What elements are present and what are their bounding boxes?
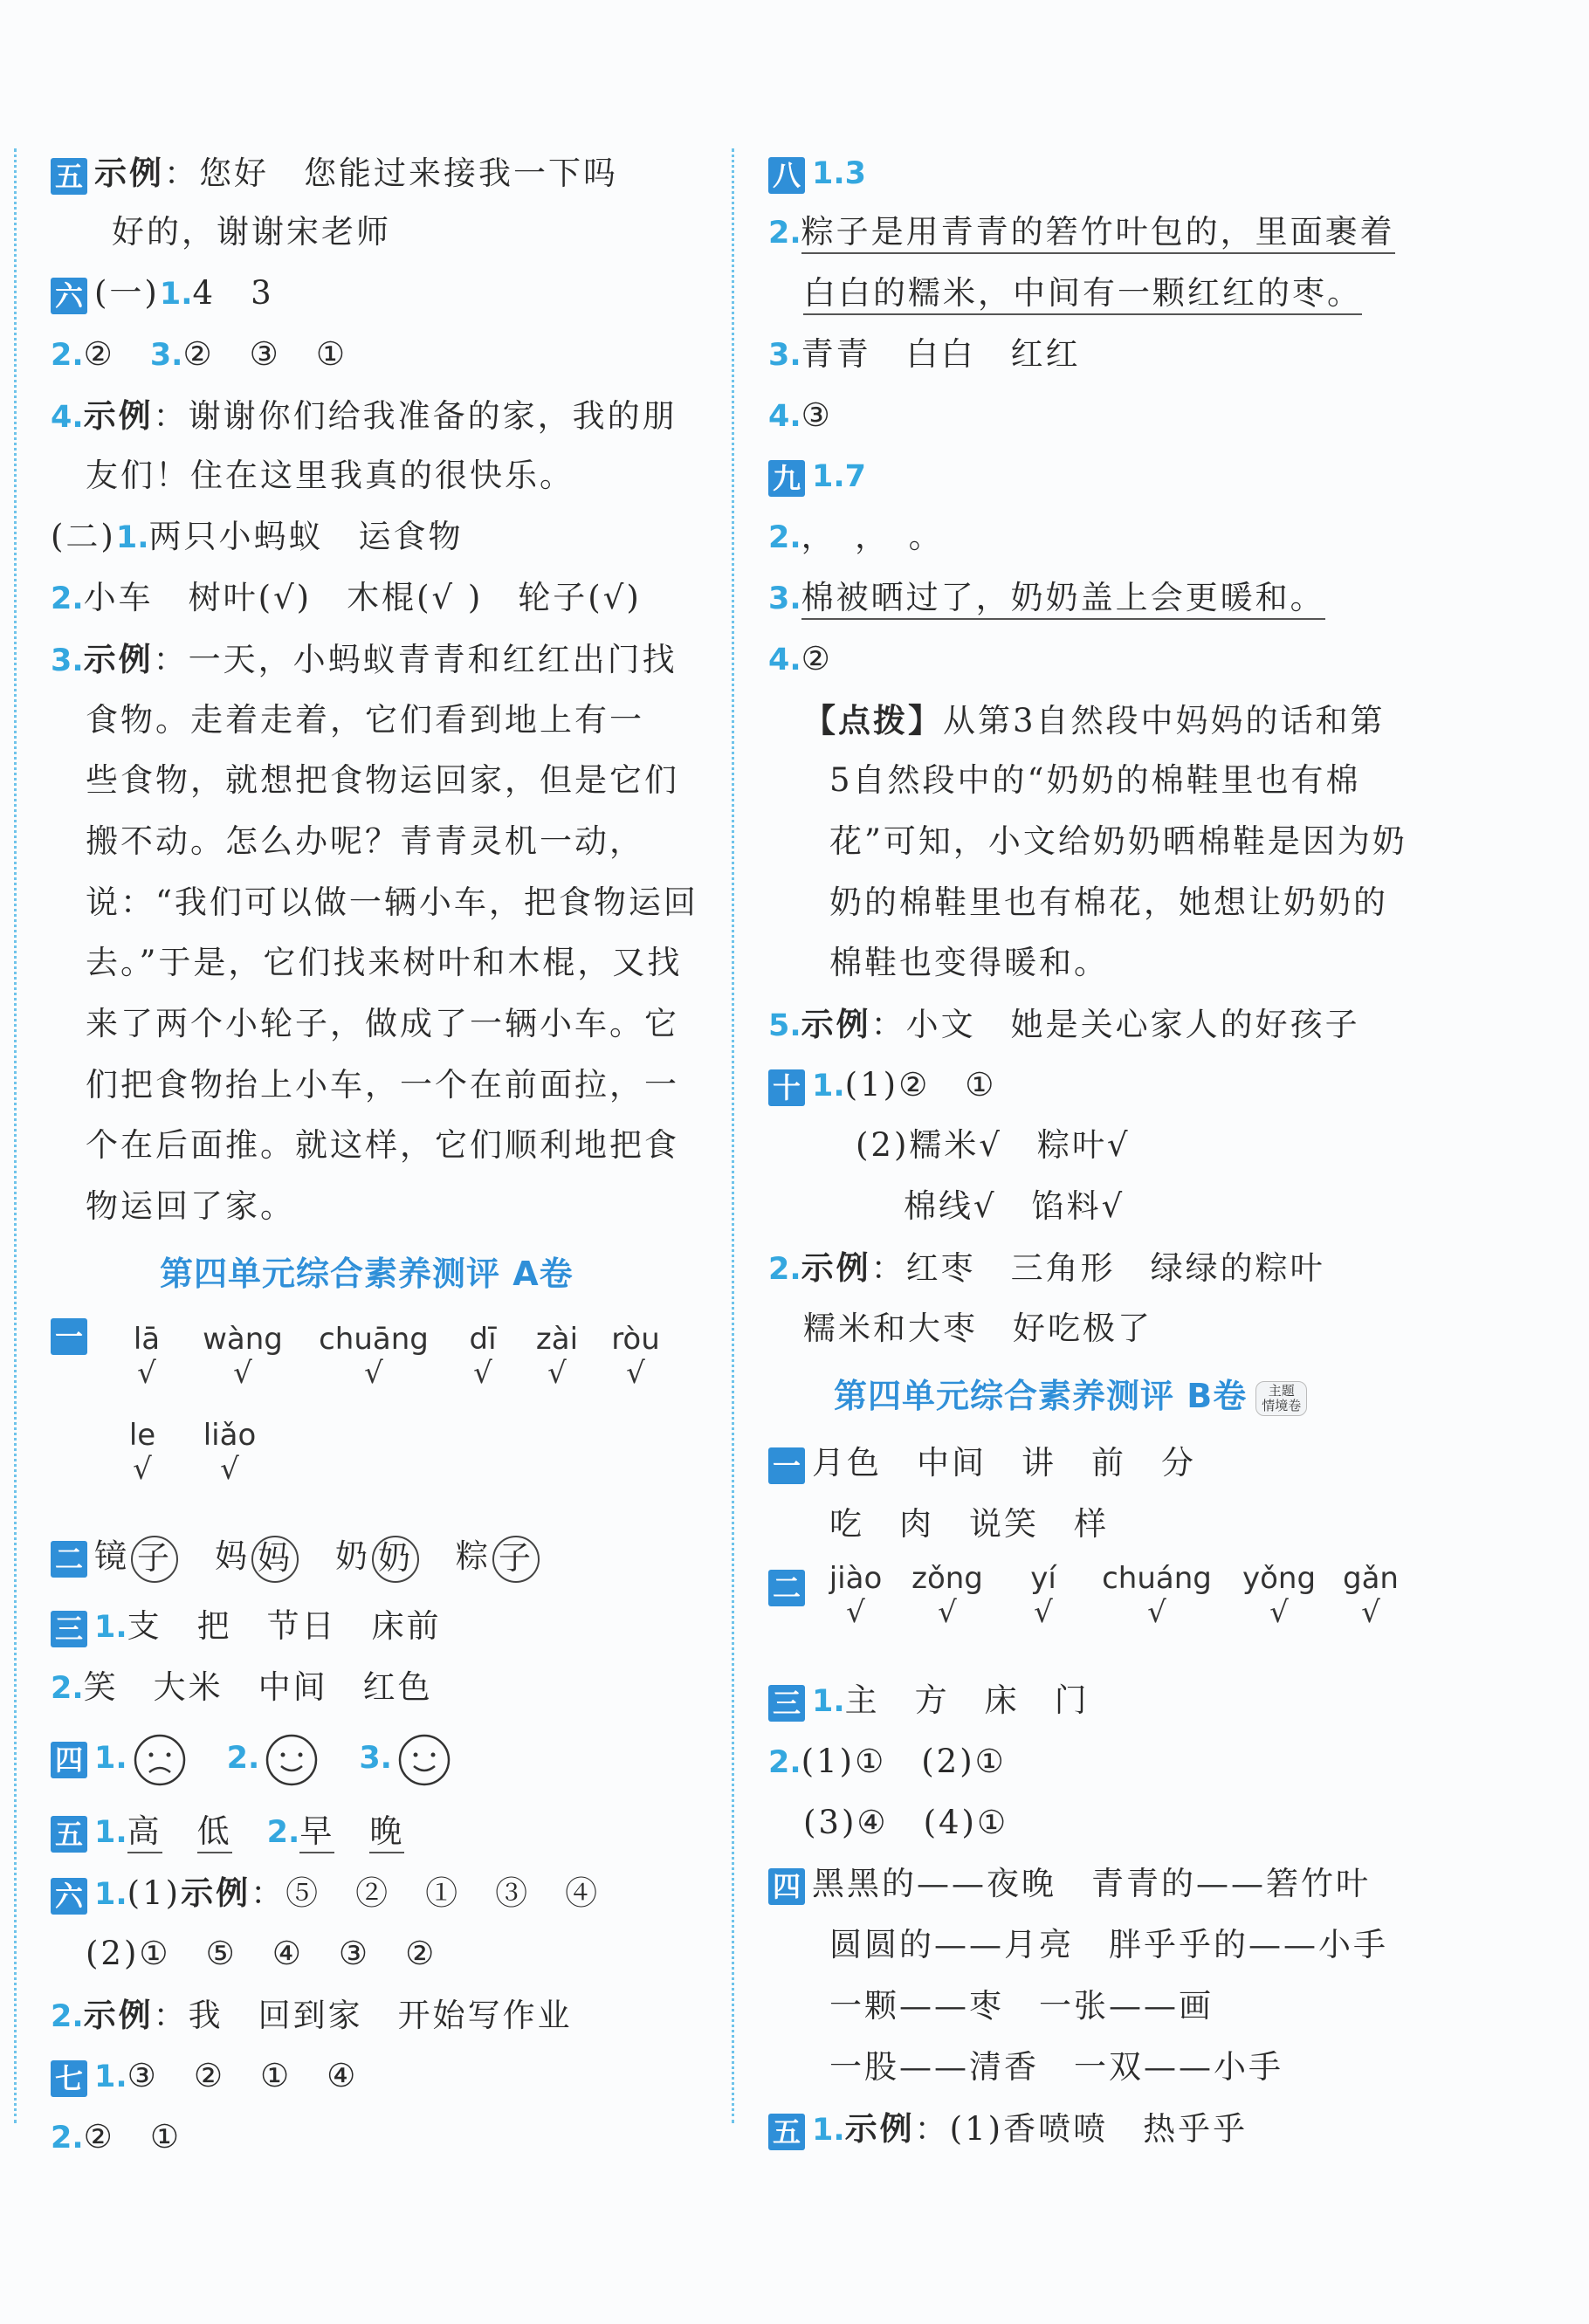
answer-line: 四 黑黑的——夜晚 青青的——箬竹叶 — [768, 1858, 1371, 1910]
section-box-four: 四 — [51, 1742, 87, 1778]
pinyin-answer: liǎo √ — [203, 1418, 257, 1487]
section-box-six: 六 — [51, 1878, 87, 1915]
answer-line: (2)① ⑤ ④ ③ ② — [86, 1935, 437, 1972]
answer-line: 二 镜 子 妈 妈 奶 奶 粽 子 — [51, 1526, 541, 1587]
paragraph-line: 搬不动。怎么办呢？青青灵机一动， — [86, 822, 644, 860]
theme-tag: 主题 情境卷 — [1255, 1381, 1307, 1416]
section-box-four: 四 — [768, 1868, 805, 1905]
section-box-five: 五 — [768, 2114, 805, 2150]
pinyin-answer: chuáng √ — [1102, 1561, 1212, 1630]
sad-face-icon — [133, 1733, 187, 1787]
pinyin-answer: le √ — [128, 1418, 156, 1487]
answer-line: 5.示例：小文 她是关心家人的好孩子 — [768, 1005, 1360, 1043]
hint-line: 棉鞋也变得暖和。 — [829, 944, 1109, 981]
answer-line: 圆圆的——月亮 胖乎乎的——小手 — [829, 1926, 1388, 1963]
smile-face-icon — [397, 1733, 451, 1787]
answer-line: 2.小车 树叶(√) 木棍(√ ) 轮子(√) — [51, 579, 642, 616]
answer-line: 七 1.③ ② ① ④ — [51, 2050, 358, 2102]
hint-line: 【点拨】从第3自然段中妈妈的话和第 — [803, 701, 1386, 739]
circled-char: 奶 — [372, 1536, 419, 1583]
answer-line: 白白的糯米，中间有一颗红红的枣。 — [803, 267, 1362, 320]
section-box-one: 一 — [51, 1318, 87, 1355]
paragraph-line: 去。”于是，它们找来树叶和木棍，又找 — [86, 944, 683, 981]
answer-line: 4.示例：谢谢你们给我准备的家，我的朋 — [51, 396, 678, 435]
section-box-nine: 九 — [768, 460, 805, 497]
answer-line: 2.示例：红枣 三角形 绿绿的粽叶 — [768, 1248, 1325, 1287]
answer-line: 友们！住在这里我真的很快乐。 — [86, 457, 574, 494]
answer-line: 2.示例：我 回到家 开始写作业 — [51, 1996, 573, 2034]
pinyin-answer: zǒng √ — [911, 1561, 983, 1630]
circled-char: 子 — [131, 1536, 178, 1583]
pinyin-answer: yǒng √ — [1242, 1561, 1317, 1630]
pinyin-answer: wàng √ — [203, 1322, 283, 1391]
paragraph-line: 说：“我们可以做一辆小车，把食物运回 — [86, 884, 698, 921]
answer-line: 六 1.(1)示例：⑤ ② ① ③ ④ — [51, 1867, 600, 1919]
hint-line: 花”可知，小文给奶奶晒棉鞋是因为奶 — [829, 822, 1407, 860]
smile-face-icon — [265, 1733, 319, 1787]
pinyin-answer: lā √ — [133, 1322, 161, 1391]
hint-line: 奶的棉鞋里也有棉花，她想让奶奶的 — [829, 884, 1388, 921]
paragraph-line: 们把食物抬上小车，一个在前面拉，一 — [86, 1066, 679, 1104]
answer-line — [51, 1308, 94, 1360]
section-box-three: 三 — [51, 1611, 87, 1647]
section-heading-a: 第四单元综合素养测评 A卷 — [160, 1255, 574, 1293]
answer-line: 三 1.主 方 床 门 — [768, 1674, 1090, 1727]
answer-line: 好的，谢谢宋老师 — [112, 213, 391, 251]
answer-line: (2)糯米√ 粽叶√ — [856, 1126, 1131, 1164]
section-box-two: 二 — [768, 1570, 805, 1606]
answer-line: 三 1.支 把 节日 床前 — [51, 1600, 442, 1653]
pinyin-answer: gǎn √ — [1343, 1561, 1399, 1630]
answer-line: (3)④ (4)① — [803, 1804, 1009, 1841]
pinyin-answer: chuāng √ — [319, 1322, 429, 1391]
answer-line: 3.棉被晒过了，奶奶盖上会更暖和。 — [768, 572, 1325, 624]
section-box-five: 五 — [51, 1816, 87, 1853]
answer-line: 4.③ — [768, 396, 833, 434]
answer-line: 3.示例：一天，小蚂蚁青青和红红出门找 — [51, 640, 678, 678]
section-box-three: 三 — [768, 1685, 805, 1722]
pinyin-answer: jiào √ — [829, 1561, 883, 1630]
answer-line: 六 (一)1.4 3 — [51, 267, 274, 320]
answer-line: 一颗——枣 一张——画 — [829, 1987, 1214, 2025]
answer-line: 4.② — [768, 640, 833, 677]
section-box-ten: 十 — [768, 1069, 805, 1106]
answer-line: 糯米和大枣 好吃极了 — [803, 1310, 1152, 1347]
answer-line: 五 1.高 低 2.早 晚 — [51, 1805, 404, 1858]
pinyin-answer: yí √ — [1030, 1561, 1056, 1630]
answer-line: 棉线√ 馅料√ — [904, 1187, 1125, 1225]
answer-line: 五 示例：您好 您能过来接我一下吗 — [51, 147, 618, 199]
hint-line: 5自然段中的“奶奶的棉鞋里也有棉 — [829, 761, 1361, 799]
answer-line: 2.② ① — [51, 2118, 182, 2156]
answer-line: 2.， ， 。 — [768, 518, 944, 555]
answer-line — [768, 1559, 812, 1612]
answer-line: 八 1.3 — [768, 147, 866, 199]
answer-line: 2.(1)① (2)① — [768, 1743, 1007, 1780]
circled-char: 子 — [492, 1536, 540, 1583]
paragraph-line: 来了两个小轮子，做成了一辆小车。它 — [86, 1005, 679, 1042]
answer-line: 3.青青 白白 红红 — [768, 335, 1081, 373]
section-box-eight: 八 — [768, 157, 805, 194]
middle-dotted-rule — [732, 148, 734, 2123]
answer-line: 五 1.示例：(1)香喷喷 热乎乎 — [768, 2102, 1248, 2155]
section-box-one: 一 — [768, 1447, 805, 1484]
answer-line: 四 1. 2. 3. — [51, 1727, 457, 1788]
pinyin-answer: zài √ — [535, 1322, 579, 1391]
section-box-six: 六 — [51, 278, 87, 314]
answer-line: 十 1.(1)② ① — [768, 1059, 996, 1111]
section-box-seven: 七 — [51, 2060, 87, 2097]
answer-line: 一 月色 中间 讲 前 分 — [768, 1437, 1196, 1489]
left-dotted-rule — [14, 148, 17, 2123]
answer-line: (二)1.两只小蚂蚁 运食物 — [51, 518, 464, 555]
paragraph-line: 个在后面推。就这样，它们顺利地把食 — [86, 1126, 679, 1164]
answer-line: 吃 肉 说笑 样 — [829, 1505, 1109, 1543]
pinyin-answer: dī √ — [469, 1322, 497, 1391]
pinyin-answer: ròu √ — [611, 1322, 660, 1391]
paragraph-line: 食物。走着走着，它们看到地上有一 — [86, 701, 644, 739]
section-box-two: 二 — [51, 1541, 87, 1578]
section-heading-b: 第四单元综合素养测评 B卷 主题 情境卷 — [834, 1369, 1307, 1417]
paragraph-line: 物运回了家。 — [86, 1187, 295, 1225]
answer-line: 2.粽子是用青青的箬竹叶包的，里面裹着 — [768, 206, 1395, 258]
section-box-five: 五 — [51, 158, 87, 195]
answer-line: 2.笑 大米 中间 红色 — [51, 1668, 433, 1706]
circled-char: 妈 — [251, 1536, 299, 1583]
paragraph-line: 些食物，就想把食物运回家，但是它们 — [86, 761, 679, 799]
answer-line: 一股——清香 一双——小手 — [829, 2048, 1283, 2086]
answer-line: 九 1.7 — [768, 450, 866, 502]
answer-line: 2.② 3.② ③ ① — [51, 335, 347, 373]
